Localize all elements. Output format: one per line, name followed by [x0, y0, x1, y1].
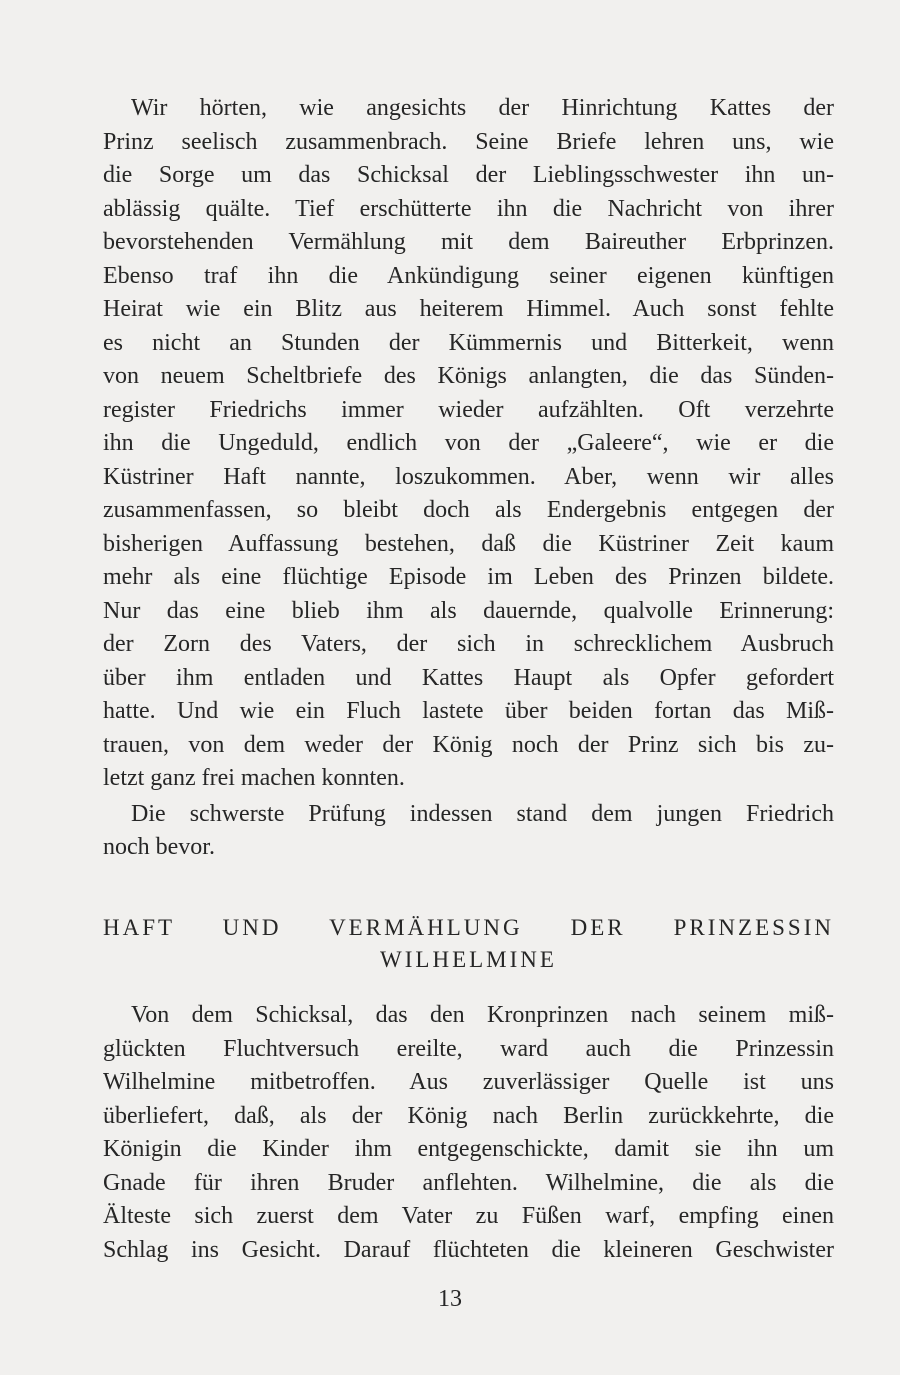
text-line: Älteste sich zuerst dem Vater zu Füßen warf, empfing einen	[103, 1203, 834, 1229]
text-line: von neuem Scheltbriefe des Königs anlangten, die das Sünden-	[103, 363, 834, 389]
text-line: Die schwerste Prüfung indessen stand dem jungen Friedrich	[131, 800, 834, 827]
text-line: Nur das eine blieb ihm als dauernde, qualvolle Erinnerung:	[103, 597, 834, 624]
text-line: ihn die Ungeduld, endlich von der „Galeere“, wie er die	[103, 430, 834, 456]
text-line: letzt ganz frei machen konnten.	[103, 765, 405, 791]
text-line: Königin die Kinder ihm entgegenschickte, damit sie ihn um	[103, 1136, 834, 1162]
text-line: Gnade für ihren Bruder anflehten. Wilhelmine, die als die	[103, 1169, 834, 1196]
text-line: mehr als eine flüchtige Episode im Leben des Prinzen bildete.	[103, 564, 834, 590]
text-line: Ebenso traf ihn die Ankündigung seiner eigenen künftigen	[103, 262, 834, 289]
section-heading-line-2: WILHELMINE	[380, 947, 557, 972]
text-line: bevorstehenden Vermählung mit dem Baireuther Erbprinzen.	[103, 229, 834, 255]
text-line: Prinz seelisch zusammenbrach. Seine Briefe lehren uns, wie	[103, 128, 834, 155]
section-heading-line-1: HAFT UND VERMÄHLUNG DER PRINZESSIN	[103, 915, 834, 940]
text-line: Schlag ins Gesicht. Darauf flüchteten die kleineren Geschwister	[103, 1236, 834, 1263]
text-line: es nicht an Stunden der Kümmernis und Bitterkeit, wenn	[103, 329, 834, 356]
text-line: überliefert, daß, als der König nach Berlin zurückkehrte, die	[103, 1102, 834, 1129]
text-line: Küstriner Haft nannte, loszukommen. Aber, wenn wir alles	[103, 463, 834, 490]
text-line: die Sorge um das Schicksal der Lieblingsschwester ihn un-	[103, 162, 834, 188]
text-line: bisherigen Auffassung bestehen, daß die Küstriner Zeit kaum	[103, 530, 834, 557]
text-line: über ihm entladen und Kattes Haupt als Opfer gefordert	[103, 664, 834, 691]
text-line: Wir hörten, wie angesichts der Hinrichtung Kattes der	[131, 95, 834, 121]
text-line: noch bevor.	[103, 834, 215, 860]
text-line: zusammenfassen, so bleibt doch als Endergebnis entgegen der	[103, 497, 834, 523]
text-line: Wilhelmine mitbetroffen. Aus zuverlässiger Quelle ist uns	[103, 1069, 834, 1095]
text-line: Heirat wie ein Blitz aus heiterem Himmel. Auch sonst fehlte	[103, 296, 834, 322]
text-line: register Friedrichs immer wieder aufzählten. Oft verzehrte	[103, 396, 834, 423]
page-number: 13	[438, 1286, 462, 1312]
text-line: der Zorn des Vaters, der sich in schrecklichem Ausbruch	[103, 631, 834, 657]
text-line: glückten Fluchtversuch ereilte, ward auch die Prinzessin	[103, 1035, 834, 1062]
text-line: hatte. Und wie ein Fluch lastete über beiden fortan das Miß-	[103, 698, 834, 724]
text-line: Von dem Schicksal, das den Kronprinzen nach seinem miß-	[131, 1002, 834, 1028]
text-line: trauen, von dem weder der König noch der Prinz sich bis zu-	[103, 731, 834, 758]
text-line: ablässig quälte. Tief erschütterte ihn die Nachricht von ihrer	[103, 195, 834, 222]
